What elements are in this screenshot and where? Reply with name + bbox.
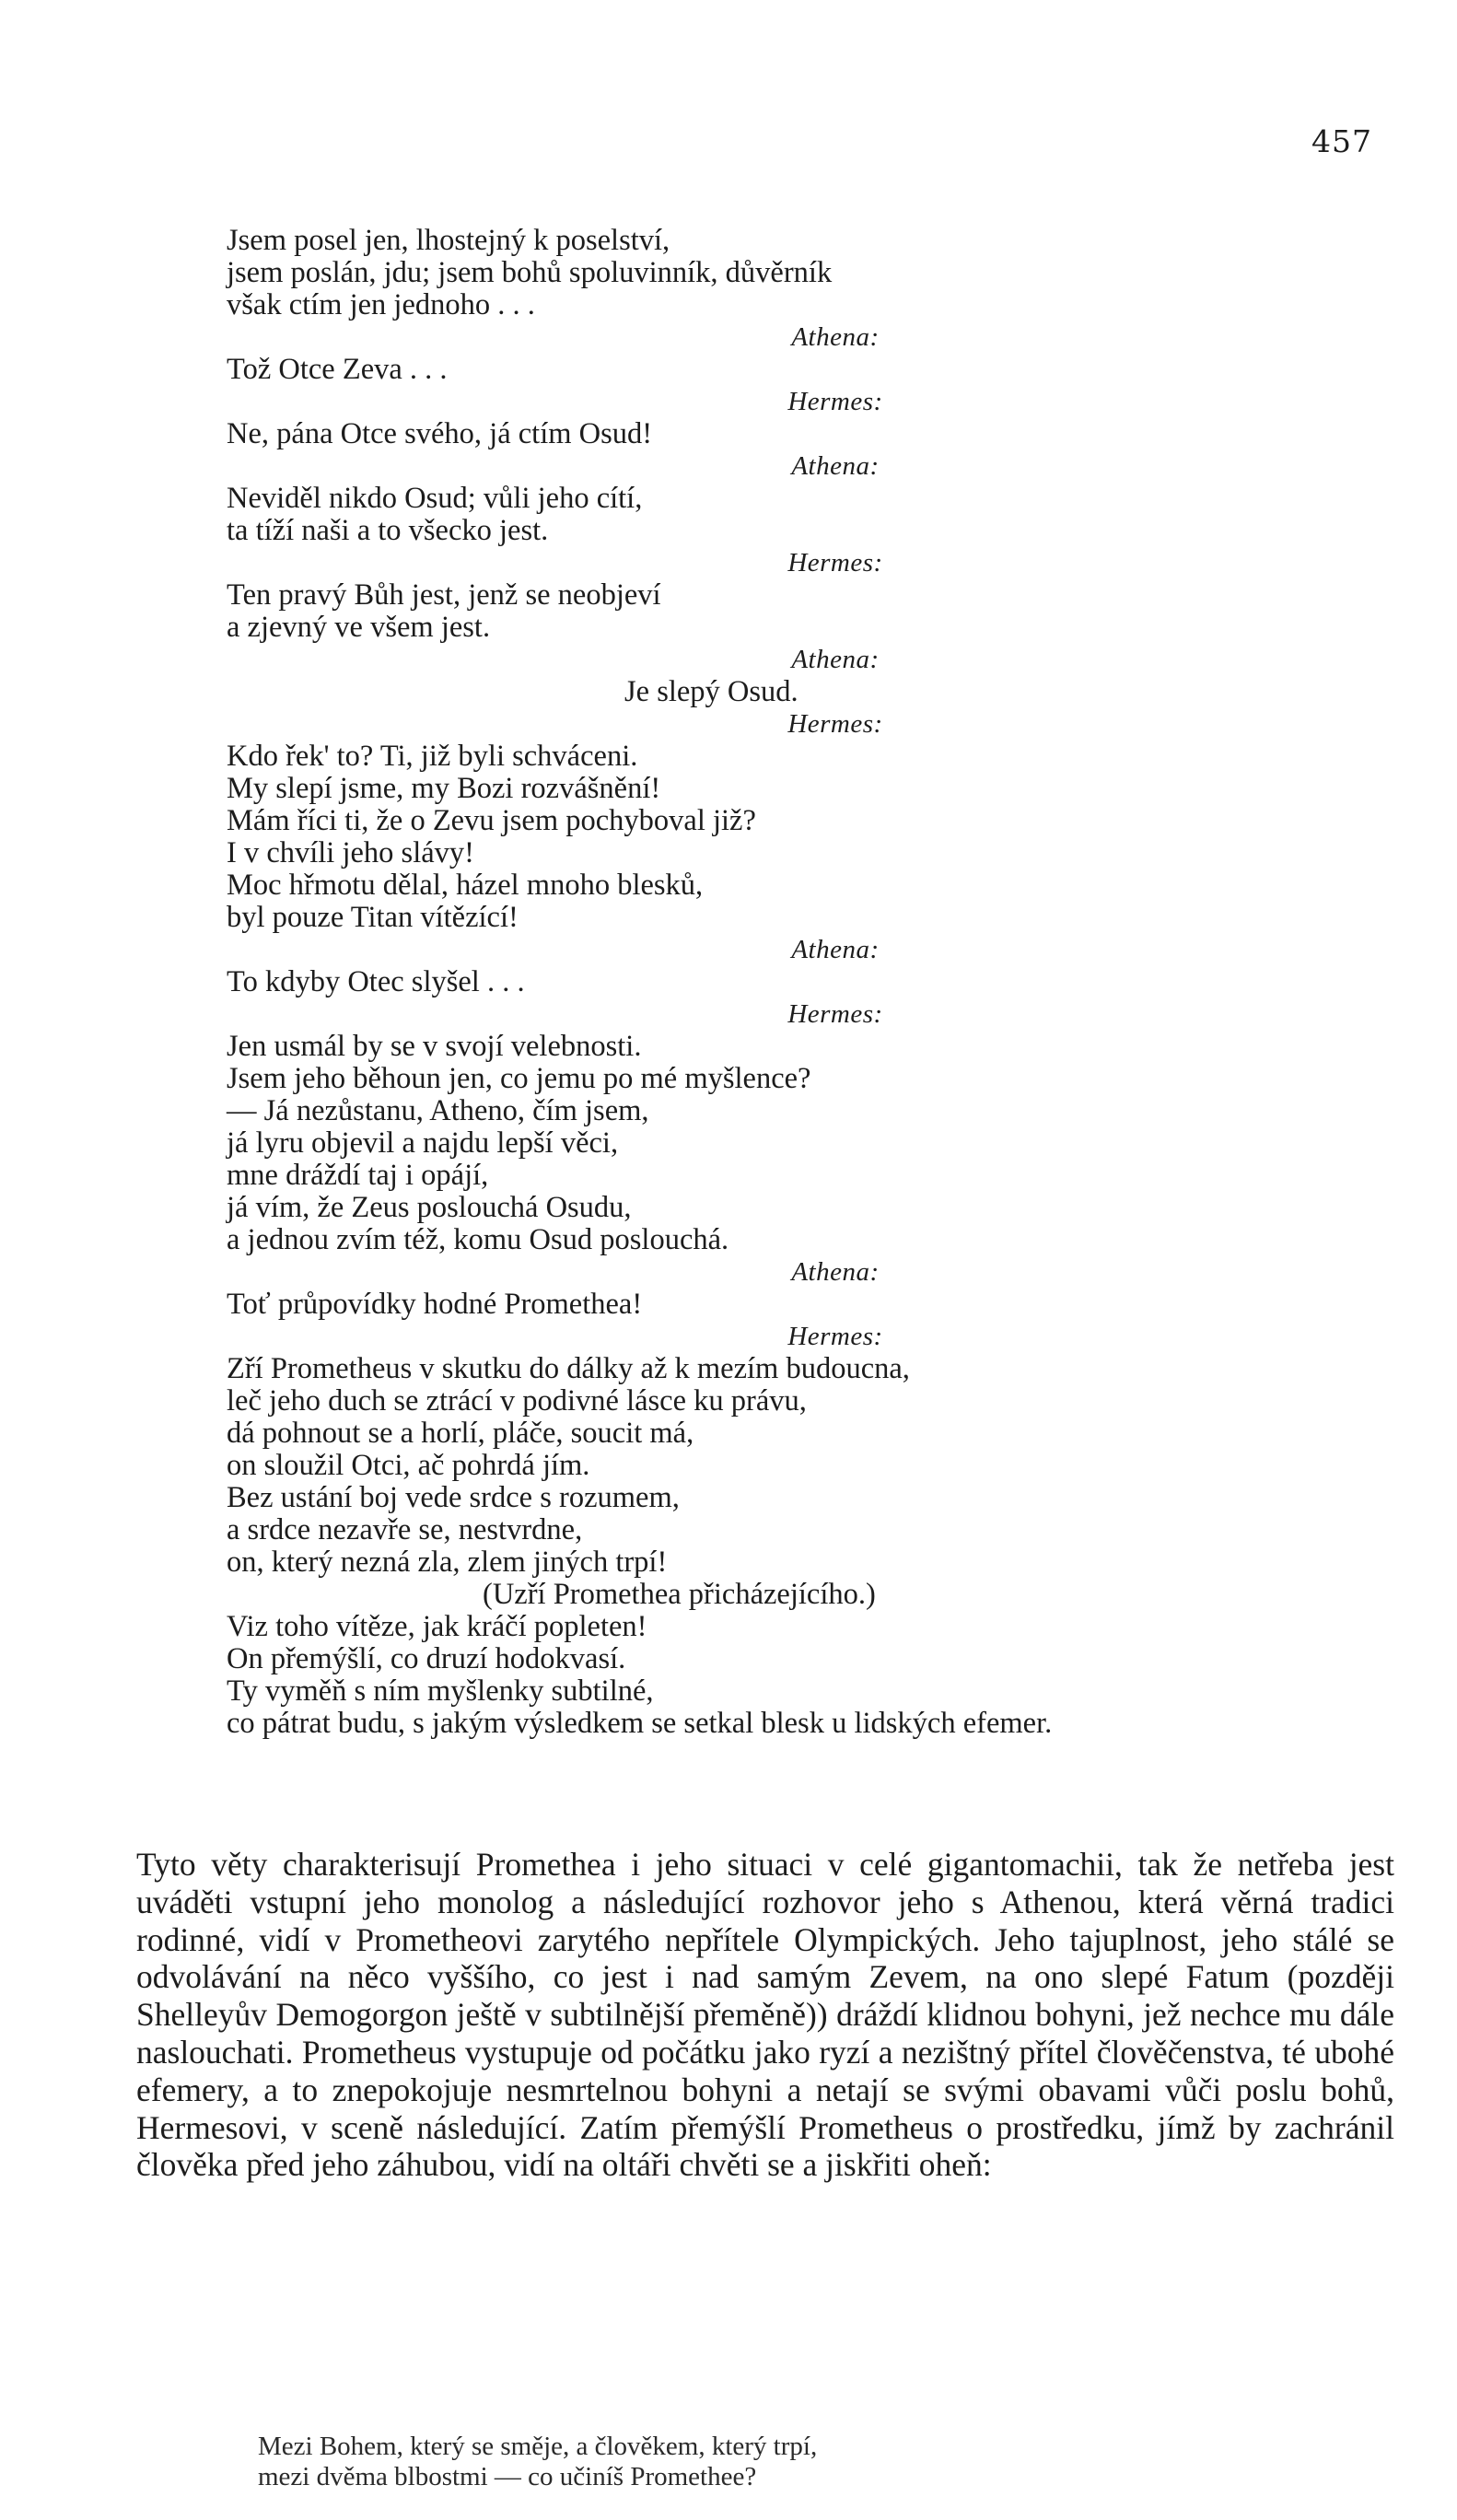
quote-line: mezi dvěma blbostmi — co učiníš Promethee? xyxy=(258,2462,757,2491)
speaker-label: Athena: xyxy=(791,645,880,674)
verse-line: on, který nezná zla, zlem jiných trpí! xyxy=(227,1546,668,1579)
verse-line: Moc hřmotu dělal, házel mnoho blesků, xyxy=(227,869,704,902)
verse-line: Neviděl nikdo Osud; vůli jeho cítí, xyxy=(227,482,643,515)
verse-line: jsem poslán, jdu; jsem bohů spoluvinník, důvěrník xyxy=(227,256,833,289)
verse-line: a jednou zvím též, komu Osud poslouchá. xyxy=(227,1223,729,1256)
verse-line: co pátrat budu, s jakým výsledkem se setkal blesk u lidských efemer. xyxy=(227,1707,1053,1740)
speaker-label: Hermes: xyxy=(787,387,883,416)
verse-line: Viz toho vítěze, jak kráčí popleten! xyxy=(227,1610,647,1643)
verse-line: Toť průpovídky hodné Promethea! xyxy=(227,1288,643,1321)
verse-line: mne dráždí taj i opájí, xyxy=(227,1159,489,1192)
speaker-label: Hermes: xyxy=(787,709,883,739)
verse-line: já lyru objevil a najdu lepší věci, xyxy=(227,1126,619,1160)
prose-paragraph xyxy=(136,1846,1394,2184)
speaker-label: Athena: xyxy=(791,322,880,352)
verse-line: ta tíží naši a to všecko jest. xyxy=(227,514,549,547)
verse-line: byl pouze Titan vítězící! xyxy=(227,901,519,934)
speaker-label: Hermes: xyxy=(787,1322,883,1351)
verse-line: Je slepý Osud. xyxy=(624,675,798,708)
speaker-label: Athena: xyxy=(791,451,880,481)
verse-line: Ty vyměň s ním myšlenky subtilné, xyxy=(227,1674,654,1708)
verse-line: Jsem jeho běhoun jen, co jemu po mé myšlence? xyxy=(227,1062,811,1095)
quote-line: Mezi Bohem, který se směje, a člověkem, který trpí, xyxy=(258,2432,818,2461)
verse-line: Mám říci ti, že o Zevu jsem pochyboval již? xyxy=(227,804,756,837)
verse-line: a srdce nezavře se, nestvrdne, xyxy=(227,1513,583,1546)
verse-line: já vím, že Zeus poslouchá Osudu, xyxy=(227,1191,632,1224)
verse-line: dá pohnout se a horlí, pláče, soucit má, xyxy=(227,1417,694,1450)
verse-line: Kdo řek' to? Ti, již byli schváceni. xyxy=(227,740,638,773)
verse-line: — Já nezůstanu, Atheno, čím jsem, xyxy=(227,1094,649,1127)
verse-line: však ctím jen jednoho . . . xyxy=(227,288,535,321)
verse-line: Bez ustání boj vede srdce s rozumem, xyxy=(227,1481,680,1514)
verse-line: On přemýšlí, co druzí hodokvasí. xyxy=(227,1642,626,1675)
verse-line: Ne, pána Otce svého, já ctím Osud! xyxy=(227,417,653,450)
speaker-label: Athena: xyxy=(791,1257,880,1287)
verse-line: Zří Prometheus v skutku do dálky až k mezím budoucna, xyxy=(227,1352,910,1385)
verse-line: leč jeho duch se ztrácí v podivné lásce ku právu, xyxy=(227,1384,807,1418)
verse-line: I v chvíli jeho slávy! xyxy=(227,836,474,869)
verse-dialogue xyxy=(227,225,1387,1740)
verse-line: My slepí jsme, my Bozi rozvášnění! xyxy=(227,772,661,805)
closing-quote xyxy=(258,2432,817,2492)
verse-line: Jen usmál by se v svojí velebnosti. xyxy=(227,1030,642,1063)
verse-line: Jsem posel jen, lhostejný k poselství, xyxy=(227,224,670,257)
speaker-label: Hermes: xyxy=(787,548,883,578)
stage-direction: (Uzří Promethea přicházejícího.) xyxy=(483,1578,876,1611)
verse-line: Ten pravý Bůh jest, jenž se neobjeví xyxy=(227,578,661,612)
prose-text: Tyto věty charakterisují Promethea i jeho situaci v celé gigantomachii, tak že netřeba jest uváděti vstupní jeho monolog a následující rozhovor jeho s Athenou, která věrná tradici rodinné, vidí v Prometheovi zarytého nepřítele Olympických. Jeho tajuplnost, jeho stálé se odvolávání na něco vyššího, co jest i nad samým Zevem, na ono slepé Fatum (později Shelleyův Demogorgon ještě v subtilnější přeměně)) dráždí klidnou bohyni, jež nechce mu dále naslouchati. Prometheus vystupuje od počátku jako ryzí a nezištný přítel člověčenstva, té ubohé efemery, a to znepokojuje nesmrtelnou bohyni a netají se svými obavami vůči poslu bohů, Hermesovi, v sceně následující. Zatím přemýšlí Prometheus o prostředku, jímž by zachránil člověka před jeho záhubou, vidí na oltáři chvěti se a jiskřiti oheň: xyxy=(136,1846,1394,2184)
speaker-label: Athena: xyxy=(791,935,880,964)
verse-line: a zjevný ve všem jest. xyxy=(227,611,491,644)
speaker-label: Hermes: xyxy=(787,999,883,1029)
page-number: 457 xyxy=(1311,123,1372,159)
verse-line: To kdyby Otec slyšel . . . xyxy=(227,965,525,998)
verse-line: Tož Otce Zeva . . . xyxy=(227,353,448,386)
verse-line: on sloužil Otci, ač pohrdá jím. xyxy=(227,1449,590,1482)
